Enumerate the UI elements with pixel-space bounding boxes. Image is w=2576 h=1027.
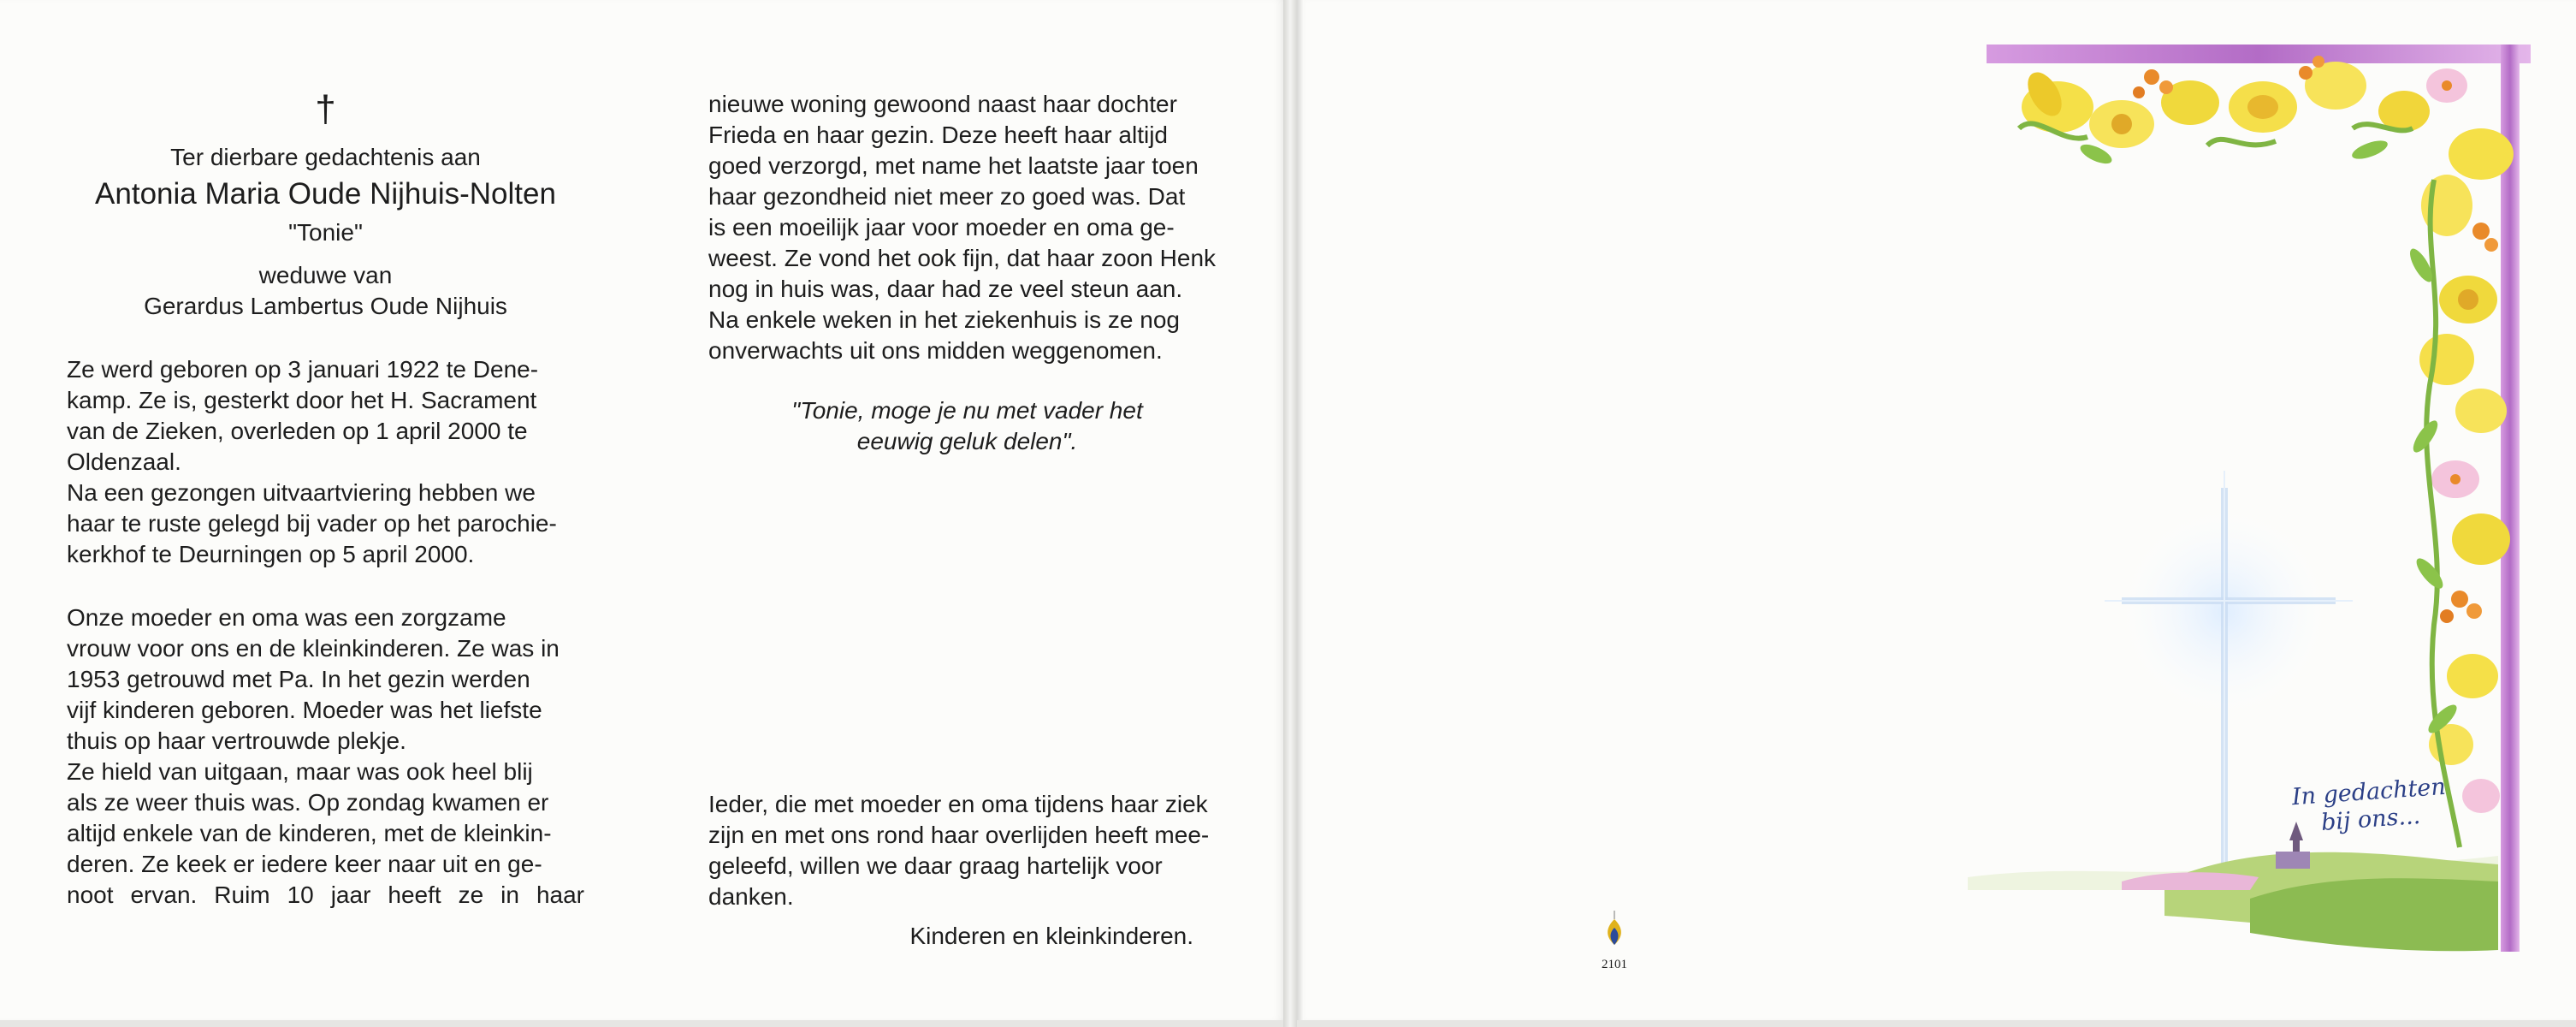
caption-line: bij ons... [2320,802,2422,836]
text-line: vijf kinderen geboren. Moeder was het liefste [67,697,542,723]
text-line: altijd enkele van de kinderen, met de kleinkin- [67,820,552,846]
text-line: zijn en met ons rond haar overlijden heeft mee- [708,822,1210,848]
text-line: goed verzorgd, met name het laatste jaar toen [708,152,1199,179]
spouse-name: Gerardus Lambertus Oude Nijhuis [144,293,507,319]
text-line: vrouw voor ons en de kleinkinderen. Ze was in [67,635,560,662]
dedication-line: Ter dierbare gedachtenis aan [170,144,481,170]
text-line: als ze weer thuis was. Op zondag kwamen er [67,789,549,816]
card-fold [1283,0,1297,1027]
text-line: Ze hield van uitgaan, maar was ook heel blij [67,758,533,785]
right-text-column [708,89,1226,952]
text-line: deren. Ze keek er iedere keer naar uit en ge- [67,851,542,877]
left-text-column [67,89,584,911]
text-line: geleefd, willen we daar graag hartelijk voor [708,852,1163,879]
family-paragraph [67,603,584,757]
text-line: haar gezondheid niet meer zo goed was. Dat [708,183,1186,210]
quote-line: "Tonie, moge je nu met vader het [791,397,1143,424]
text-line: Na enkele weken in het ziekenhuis is ze nog [708,306,1181,333]
text-line: weest. Ze vond het ook fijn, dat haar zoon Henk [708,245,1217,271]
funeral-paragraph [67,478,584,570]
text-line: is een moeilijk jaar voor moeder en oma ge- [708,214,1175,240]
quote-line: eeuwig geluk delen". [856,428,1078,454]
text-line: danken. [708,883,794,910]
landscape-scene [1968,822,2498,951]
text-line: onverwachts uit ons midden weggenomen. [708,337,1163,364]
text-line: van de Zieken, overleden op 1 april 2000 te [67,418,528,444]
text-line: kerkhof te Deurningen op 5 april 2000. [67,541,475,567]
text-line: kamp. Ze is, gesterkt door het H. Sacrament [67,387,537,413]
text-line: Frieda en haar gezin. Deze heeft haar altijd [708,122,1168,148]
text-line: thuis op haar vertrouwde plekje. [67,727,406,754]
fold-shadow [1297,0,1304,1020]
frame-right [2501,45,2520,952]
text-line: Ieder, die met moeder en oma tijdens haar ziek [708,791,1208,817]
text-line: noot ervan. Ruim 10 jaar heeft ze in haar [67,882,584,908]
printer-code: 2101 [1602,958,1627,971]
text-line: nog in huis was, daar had ze veel steun aan. [708,276,1183,302]
thanks-paragraph [708,789,1226,912]
birth-death-paragraph [67,354,584,478]
signature: Kinderen en kleinkinderen. [909,923,1193,949]
flame-logo-icon [1600,911,1629,948]
floral-corner-illustration [1968,26,2549,976]
nickname: "Tonie" [288,219,363,246]
life-paragraph [67,757,584,911]
text-line: nieuwe woning gewoond naast haar dochter [708,91,1177,117]
frame-top [1987,45,2531,63]
text-line: 1953 getrouwd met Pa. In het gezin werden [67,666,530,692]
cross-symbol: † [315,88,336,130]
widow-label: weduwe van [258,262,393,288]
text-line: Na een gezongen uitvaartviering hebben we [67,479,536,506]
home-paragraph [708,89,1226,366]
deceased-name: Antonia Maria Oude Nijhuis-Nolten [95,177,556,211]
text-line: Ze werd geboren op 3 januari 1922 te Dene- [67,356,539,383]
flower-garland-right [2406,128,2514,847]
memorial-quote [708,395,1226,457]
text-line: Oldenzaal. [67,448,181,475]
text-line: Onze moeder en oma was een zorgzame [67,604,506,631]
inner-card-panel [0,0,1283,1020]
caption-line: In gedachten [2290,773,2447,811]
printer-mark [1593,911,1636,972]
flower-garland-top [2019,56,2467,168]
text-line: haar te ruste gelegd bij vader op het parochie- [67,510,557,537]
